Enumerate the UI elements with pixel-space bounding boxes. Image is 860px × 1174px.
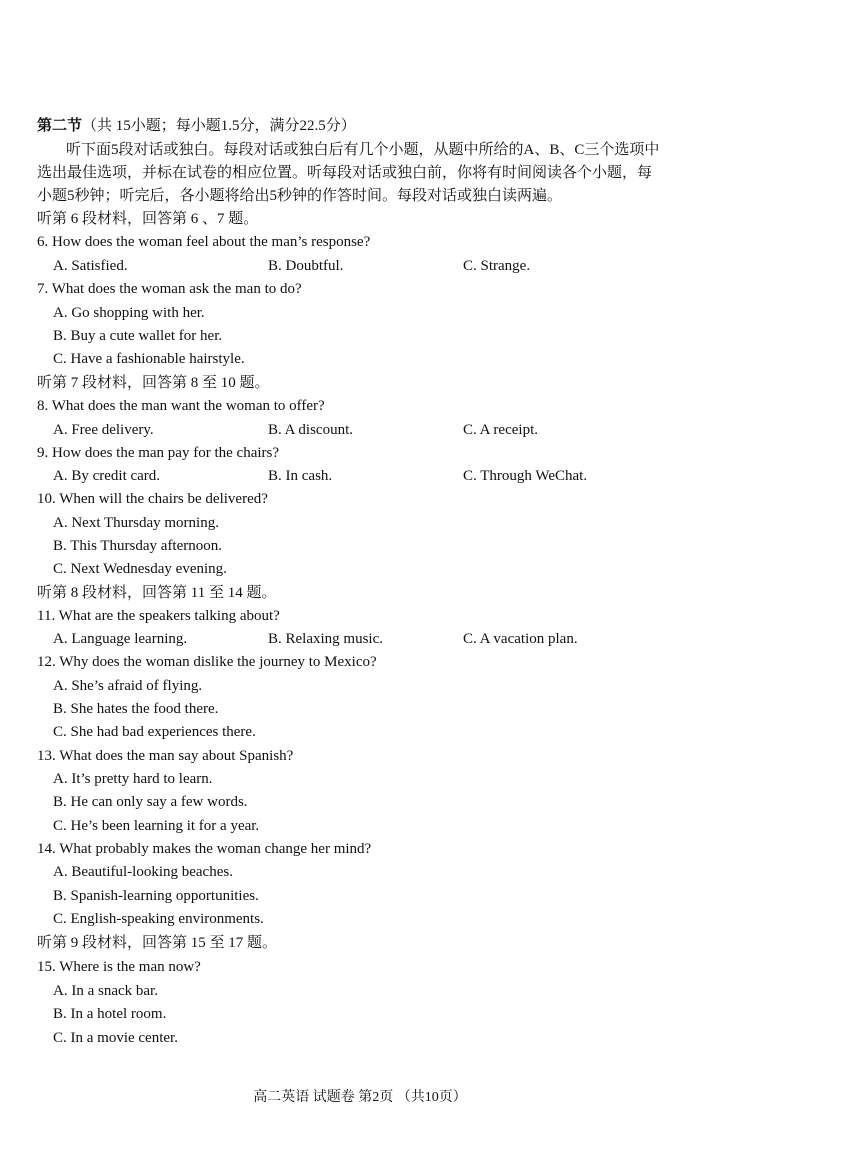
option-c: C. Strange. bbox=[463, 258, 531, 274]
option-b: B. In cash. bbox=[268, 468, 333, 484]
question-stem: 8. What does the man want the woman to offer? bbox=[37, 398, 325, 414]
question-stem: 6. How does the woman feel about the man’s response? bbox=[37, 234, 371, 250]
question-stem: 10. When will the chairs be delivered? bbox=[37, 491, 268, 507]
option-b: B. Buy a cute wallet for her. bbox=[53, 328, 223, 344]
option-b: B. A discount. bbox=[268, 422, 354, 438]
option-b: B. Doubtful. bbox=[268, 258, 344, 274]
option-a: A. It’s pretty hard to learn. bbox=[53, 771, 213, 787]
instruction-line: 选出最佳选项，并标在试卷的相应位置。听每段对话或独白前，你将有时间阅读各个小题，每 bbox=[37, 165, 653, 181]
option-b: B. She hates the food there. bbox=[53, 701, 219, 717]
instruction-line: 小题5秒钟；听完后，各小题将给出5秒钟的作答时间。每段对话或独白读两遍。 bbox=[37, 188, 563, 204]
option-b: B. In a hotel room. bbox=[53, 1006, 167, 1022]
question-stem: 13. What does the man say about Spanish? bbox=[37, 748, 294, 764]
question-stem: 12. Why does the woman dislike the journey to Mexico? bbox=[37, 654, 377, 670]
option-a: A. In a snack bar. bbox=[53, 983, 158, 999]
option-c: C. Through WeChat. bbox=[463, 468, 588, 484]
option-c: C. Next Wednesday evening. bbox=[53, 561, 227, 577]
option-c: C. A vacation plan. bbox=[463, 631, 578, 647]
section-heading bbox=[37, 116, 356, 136]
option-a: A. She’s afraid of flying. bbox=[53, 678, 203, 694]
option-a: A. Beautiful-looking beaches. bbox=[53, 864, 233, 880]
question-stem: 15. Where is the man now? bbox=[37, 959, 201, 975]
section-title: 第二节 bbox=[37, 118, 83, 134]
option-b: B. This Thursday afternoon. bbox=[53, 538, 223, 554]
option-c: C. A receipt. bbox=[463, 422, 538, 438]
option-a: A. Satisfied. bbox=[53, 258, 128, 274]
option-a: A. Next Thursday morning. bbox=[53, 515, 219, 531]
option-c: C. In a movie center. bbox=[53, 1030, 178, 1046]
option-a: A. Go shopping with her. bbox=[53, 305, 205, 321]
instruction-line: 听下面5段对话或独白。每段对话或独白后有几个小题，从题中所给的A、B、C三个选项中 bbox=[66, 142, 660, 158]
option-a: A. Free delivery. bbox=[53, 422, 154, 438]
question-stem: 14. What probably makes the woman change her mind? bbox=[37, 841, 372, 857]
option-b: B. Spanish-learning opportunities. bbox=[53, 888, 259, 904]
group-label: 听第 9 段材料，回答第 15 至 17 题。 bbox=[37, 935, 278, 951]
question-stem: 7. What does the woman ask the man to do? bbox=[37, 281, 302, 297]
section-subtitle: （共 15小题；每小题1.5分，满分22.5分） bbox=[82, 118, 356, 134]
option-b: B. He can only say a few words. bbox=[53, 794, 248, 810]
group-label: 听第 6 段材料，回答第 6 、7 题。 bbox=[37, 211, 259, 227]
group-label: 听第 8 段材料，回答第 11 至 14 题。 bbox=[37, 585, 277, 601]
option-b: B. Relaxing music. bbox=[268, 631, 383, 647]
question-stem: 9. How does the man pay for the chairs? bbox=[37, 445, 280, 461]
option-a: A. By credit card. bbox=[53, 468, 161, 484]
option-c: C. She had bad experiences there. bbox=[53, 724, 256, 740]
group-label: 听第 7 段材料，回答第 8 至 10 题。 bbox=[37, 375, 270, 391]
option-c: C. He’s been learning it for a year. bbox=[53, 818, 260, 834]
page-footer: 高二英语 试题卷 第2页 （共10页） bbox=[253, 1090, 467, 1105]
option-a: A. Language learning. bbox=[53, 631, 188, 647]
option-c: C. English-speaking environments. bbox=[53, 911, 264, 927]
option-c: C. Have a fashionable hairstyle. bbox=[53, 351, 245, 367]
question-stem: 11. What are the speakers talking about? bbox=[37, 608, 280, 624]
